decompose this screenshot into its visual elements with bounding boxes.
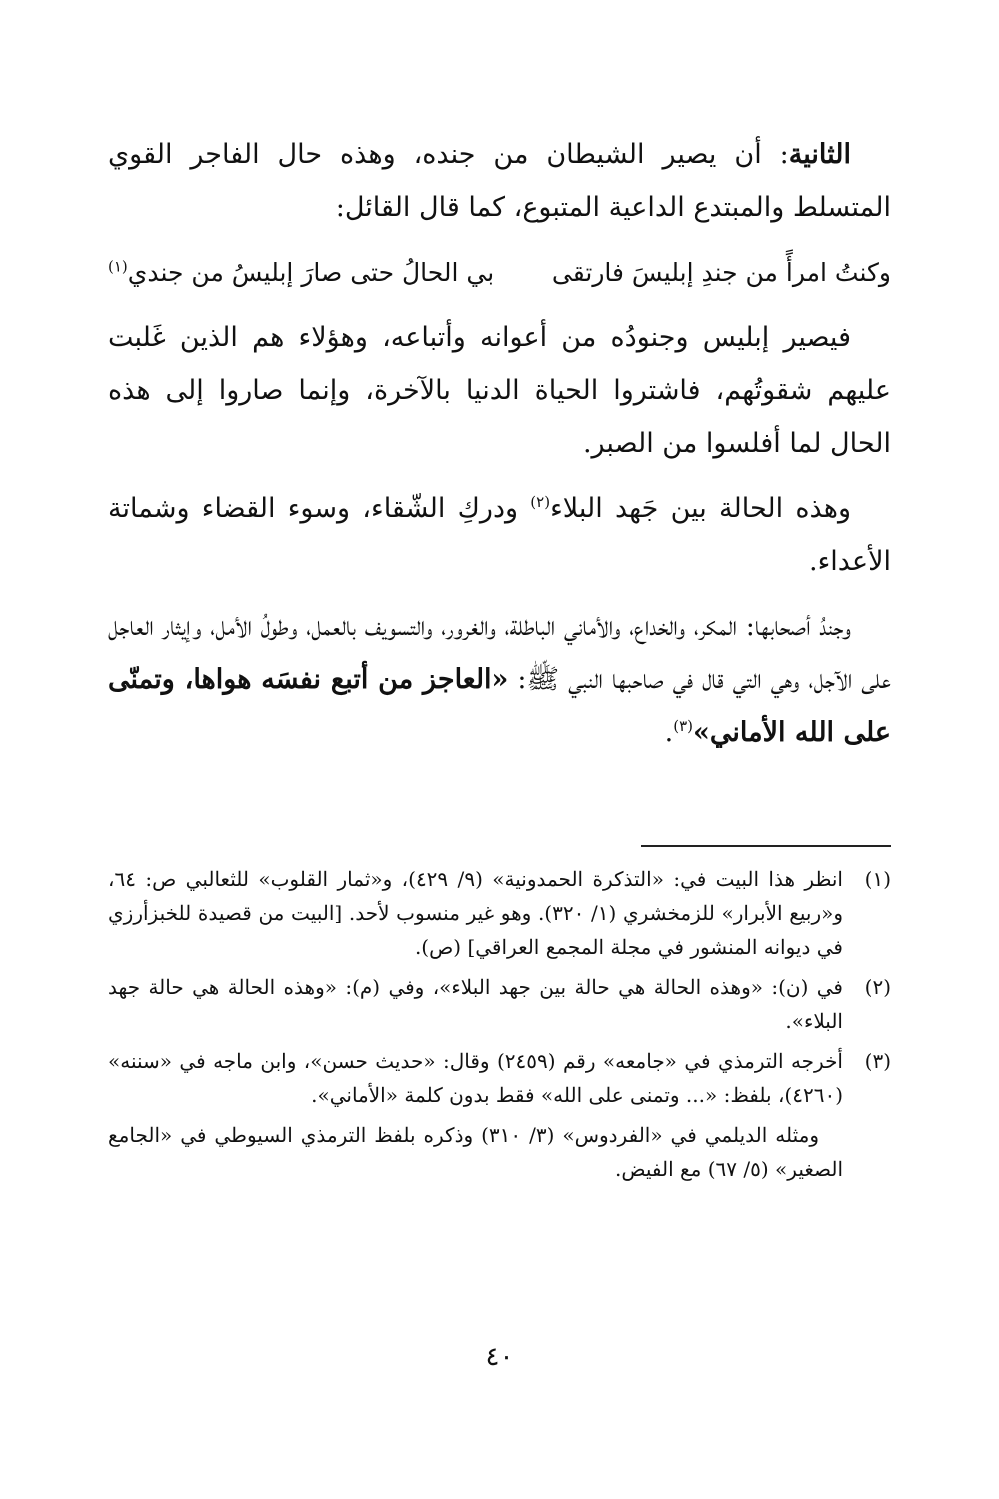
footnote-3 bbox=[108, 1044, 891, 1112]
footnote-1 bbox=[108, 862, 891, 964]
footnote-number: (١) bbox=[864, 867, 891, 891]
paragraph-3 bbox=[108, 482, 891, 588]
footnote-ref-1[interactable]: (١) bbox=[108, 257, 128, 276]
page-number: ٤٠ bbox=[485, 1342, 514, 1372]
footnote-number: (٢) bbox=[864, 975, 891, 999]
footnote-text: أخرجه الترمذي في «جامعه» رقم (٢٤٥٩) وقال: «حديث حسن»، وابن ماجه في «سننه» (٤٢٦٠)، بلفظ: «... وتمنى على الله» فقط بدون كلمة «الأماني». bbox=[108, 1049, 843, 1107]
main-text bbox=[108, 128, 891, 771]
footnotes-section bbox=[108, 862, 891, 1186]
paragraph-3-text-b: ودركِ الشّقاء، وسوء القضاء وشماتة الأعداء. bbox=[108, 493, 891, 577]
footnote-3-continuation: ومثله الديلمي في «الفردوس» (٣/ ٣١٠) وذكره بلفظ الترمذي السيوطي في «الجامع الصغير» (٥/ ٦٧) مع الفيض. bbox=[108, 1123, 843, 1181]
paragraph-1-text: : أن يصير الشيطان من جنده، وهذه حال الفاجر القوي المتسلط والمبتدع الداعية المتبوع، كما قال القائل: bbox=[108, 139, 891, 223]
poetry-verse bbox=[108, 246, 891, 299]
verse-first-hemistich: وكنتُ امرأً من جندِ إبليسَ فارتقى bbox=[551, 258, 891, 287]
paragraph-3-text-a: وهذه الحالة بين جَهد البلاء bbox=[550, 493, 851, 524]
footnote-2 bbox=[108, 970, 891, 1038]
verse-second-hemistich-wrap bbox=[108, 246, 494, 299]
paragraph-4-end: . bbox=[664, 717, 674, 748]
paragraph-2: فيصير إبليس وجنودُه من أعوانه وأتباعه، وهؤلاء هم الذين غَلبت عليهم شقوتُهم، فاشتروا الحياة الدنيا بالآخرة، وإنما صاروا إلى هذه الحال لما أفلسوا من الصبر. bbox=[108, 322, 891, 459]
footnote-text: انظر هذا البيت في: «التذكرة الحمدونية» (٩/ ٤٢٩)، و«ثمار القلوب» للثعالبي ص: ٦٤، و«ربيع الأبرار» للزمخشري (١/ ٣٢٠). وهو غير منسوب لأحد. [البيت من قصيدة للخبزأرزي في ديوانه المنشور في مجلة المجمع العراقي] (ص). bbox=[108, 867, 843, 959]
paragraph-1 bbox=[108, 128, 891, 234]
footnote-ref-2[interactable]: (٢) bbox=[530, 493, 551, 511]
hadith-quote: «العاجز من أتبع نفسَه هواها، وتمنّى على الله الأماني» bbox=[108, 664, 891, 748]
footnote-text: في (ن): «وهذه الحالة هي حالة بين جهد البلاء»، وفي (م): «وهذه الحالة هي حالة جهد البلاء». bbox=[108, 975, 843, 1033]
verse-second-hemistich: بي الحالُ حتى صارَ إبليسُ من جندي bbox=[127, 258, 495, 287]
footnote-divider bbox=[641, 845, 891, 847]
footnote-ref-3[interactable]: (٣) bbox=[673, 717, 694, 735]
paragraph-4-text: وجندُ أصحابها: المكر، والخداع، والأماني الباطلة، والغرور، والتسويف بالعمل، وطولُ الأمل، وإيثار العاجل على الآجل، وهي التي قال في صاحبها النبي ﷺ: bbox=[108, 611, 891, 695]
paragraph-4 bbox=[108, 600, 891, 759]
footnote-number: (٣) bbox=[864, 1049, 891, 1073]
paragraph-1-lead: الثانية bbox=[788, 139, 851, 170]
